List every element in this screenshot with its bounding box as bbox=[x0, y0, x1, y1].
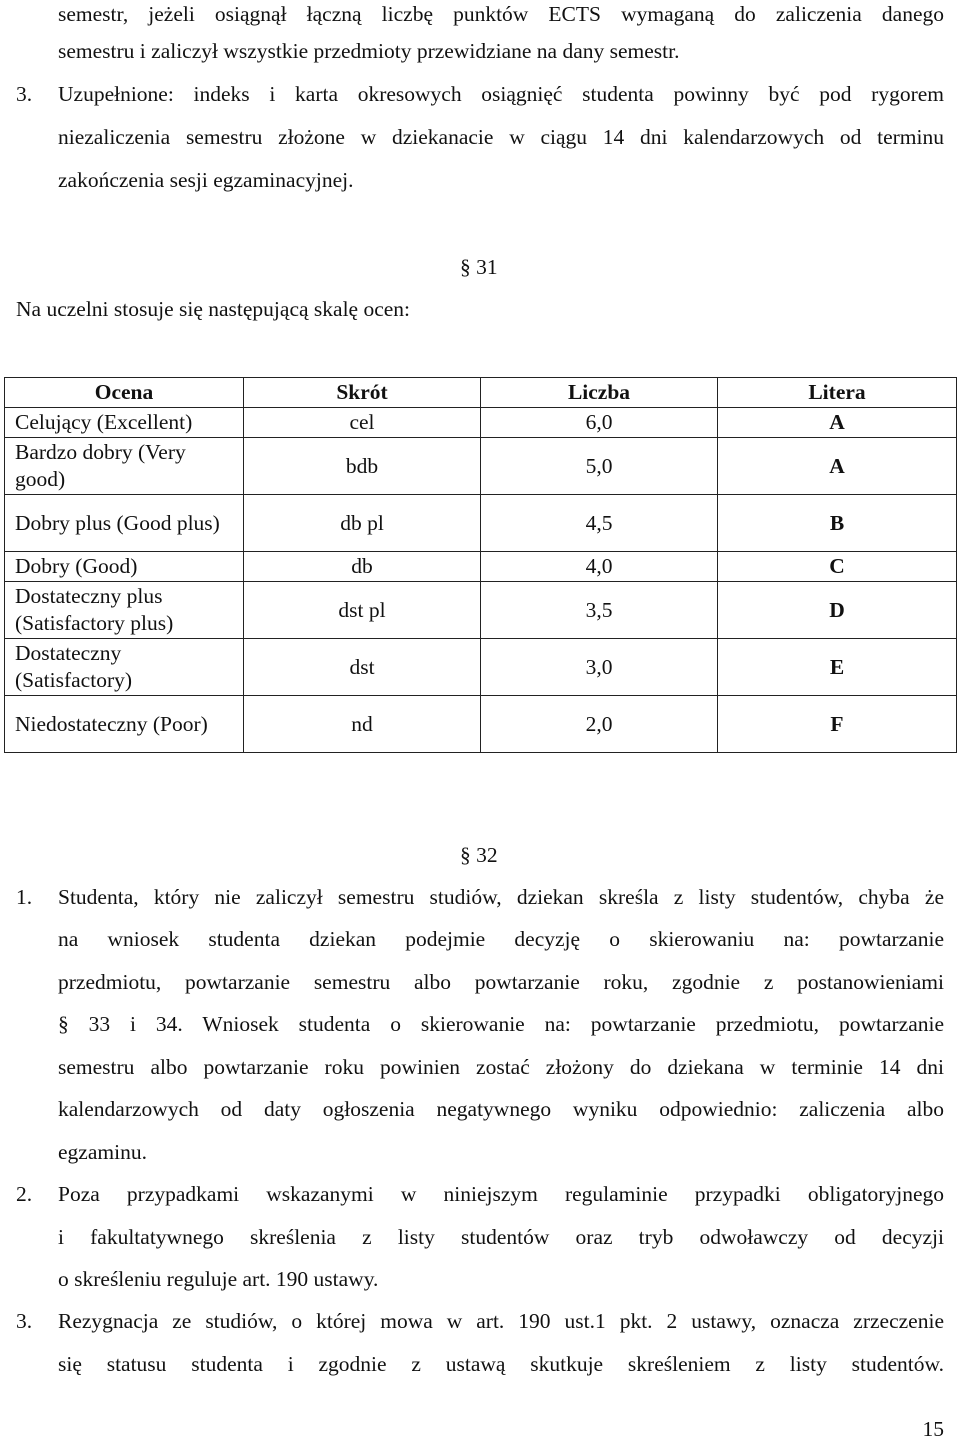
cell-skrot: db bbox=[244, 552, 481, 582]
cell-liczba: 3,5 bbox=[481, 582, 718, 639]
scale-intro: Na uczelni stosuje się następującą skalę ocen: bbox=[16, 297, 411, 321]
cell-litera: E bbox=[718, 639, 957, 696]
cell-litera: B bbox=[718, 495, 957, 552]
table-row bbox=[5, 438, 957, 495]
text-line: się statusu studenta i zgodnie z ustawą skutkuje skreśleniem z listy studentów. bbox=[58, 1352, 944, 1376]
cell-liczba: 3,0 bbox=[481, 639, 718, 696]
cell-litera: A bbox=[718, 438, 957, 495]
cell-ocena: Celujący (Excellent) bbox=[5, 408, 244, 438]
item-number: 1. bbox=[16, 885, 33, 909]
cell-litera: C bbox=[718, 552, 957, 582]
cell-ocena: Dostateczny (Satisfactory) bbox=[5, 639, 244, 696]
item-number: 2. bbox=[16, 1182, 33, 1206]
cell-skrot: bdb bbox=[244, 438, 481, 495]
section-heading-32: § 32 bbox=[460, 843, 498, 867]
text-line: Uzupełnione: indeks i karta okresowych osiągnięć studenta powinny być pod rygorem bbox=[58, 82, 944, 106]
table-row bbox=[5, 495, 957, 552]
table-header-row bbox=[5, 378, 957, 408]
header-ocena: Ocena bbox=[5, 378, 244, 408]
text-line: niezaliczenia semestru złożone w dziekanacie w ciągu 14 dni kalendarzowych od terminu bbox=[58, 125, 944, 149]
cell-litera: D bbox=[718, 582, 957, 639]
text-line: Rezygnacja ze studiów, o której mowa w art. 190 ust.1 pkt. 2 ustawy, oznacza zrzeczenie bbox=[58, 1309, 944, 1333]
table-row bbox=[5, 639, 957, 696]
text-line: Poza przypadkami wskazanymi w niniejszym regulaminie przypadki obligatoryjnego bbox=[58, 1182, 944, 1206]
cell-litera: A bbox=[718, 408, 957, 438]
text-line: egzaminu. bbox=[58, 1140, 147, 1164]
cell-liczba: 4,0 bbox=[481, 552, 718, 582]
text-line: semestr, jeżeli osiągnął łączną liczbę punktów ECTS wymaganą do zaliczenia danego bbox=[58, 2, 944, 26]
text-line: kalendarzowych od daty ogłoszenia negatywnego wyniku odpowiednio: zaliczenia albo bbox=[58, 1097, 944, 1121]
cell-ocena: Dobry plus (Good plus) bbox=[5, 495, 244, 552]
cell-litera: F bbox=[718, 696, 957, 753]
text-line: Studenta, który nie zaliczył semestru studiów, dziekan skreśla z listy studentów, chyba że bbox=[58, 885, 944, 909]
page-number: 15 bbox=[922, 1417, 944, 1441]
cell-skrot: dst bbox=[244, 639, 481, 696]
cell-liczba: 2,0 bbox=[481, 696, 718, 753]
text-line: na wniosek studenta dziekan podejmie decyzję o skierowaniu na: powtarzanie bbox=[58, 927, 944, 951]
cell-ocena: Dostateczny plus (Satisfactory plus) bbox=[5, 582, 244, 639]
header-liczba: Liczba bbox=[481, 378, 718, 408]
cell-skrot: db pl bbox=[244, 495, 481, 552]
text-line: przedmiotu, powtarzanie semestru albo powtarzanie roku, zgodnie z postanowieniami bbox=[58, 970, 944, 994]
table-row bbox=[5, 408, 957, 438]
cell-skrot: nd bbox=[244, 696, 481, 753]
table-row bbox=[5, 552, 957, 582]
cell-liczba: 4,5 bbox=[481, 495, 718, 552]
cell-ocena: Bardzo dobry (Very good) bbox=[5, 438, 244, 495]
table-row bbox=[5, 582, 957, 639]
text-line: zakończenia sesji egzaminacyjnej. bbox=[58, 168, 354, 192]
cell-ocena: Dobry (Good) bbox=[5, 552, 244, 582]
header-litera: Litera bbox=[718, 378, 957, 408]
cell-skrot: cel bbox=[244, 408, 481, 438]
text-line: o skreśleniu reguluje art. 190 ustawy. bbox=[58, 1267, 379, 1291]
cell-liczba: 5,0 bbox=[481, 438, 718, 495]
cell-liczba: 6,0 bbox=[481, 408, 718, 438]
table-row bbox=[5, 696, 957, 753]
text-line: semestru albo powtarzanie roku powinien zostać złożony do dziekana w terminie 14 dni bbox=[58, 1055, 944, 1079]
text-line: i fakultatywnego skreślenia z listy studentów oraz tryb odwoławczy od decyzji bbox=[58, 1225, 944, 1249]
text-line: semestru i zaliczył wszystkie przedmioty przewidziane na dany semestr. bbox=[58, 39, 680, 63]
grades-table bbox=[4, 377, 957, 753]
item-number: 3. bbox=[16, 1309, 33, 1333]
item-number: 3. bbox=[16, 82, 33, 106]
cell-ocena: Niedostateczny (Poor) bbox=[5, 696, 244, 753]
text-line: § 33 i 34. Wniosek studenta o skierowanie na: powtarzanie przedmiotu, powtarzanie bbox=[58, 1012, 944, 1036]
header-skrot: Skrót bbox=[244, 378, 481, 408]
cell-skrot: dst pl bbox=[244, 582, 481, 639]
section-heading-31: § 31 bbox=[460, 255, 498, 279]
